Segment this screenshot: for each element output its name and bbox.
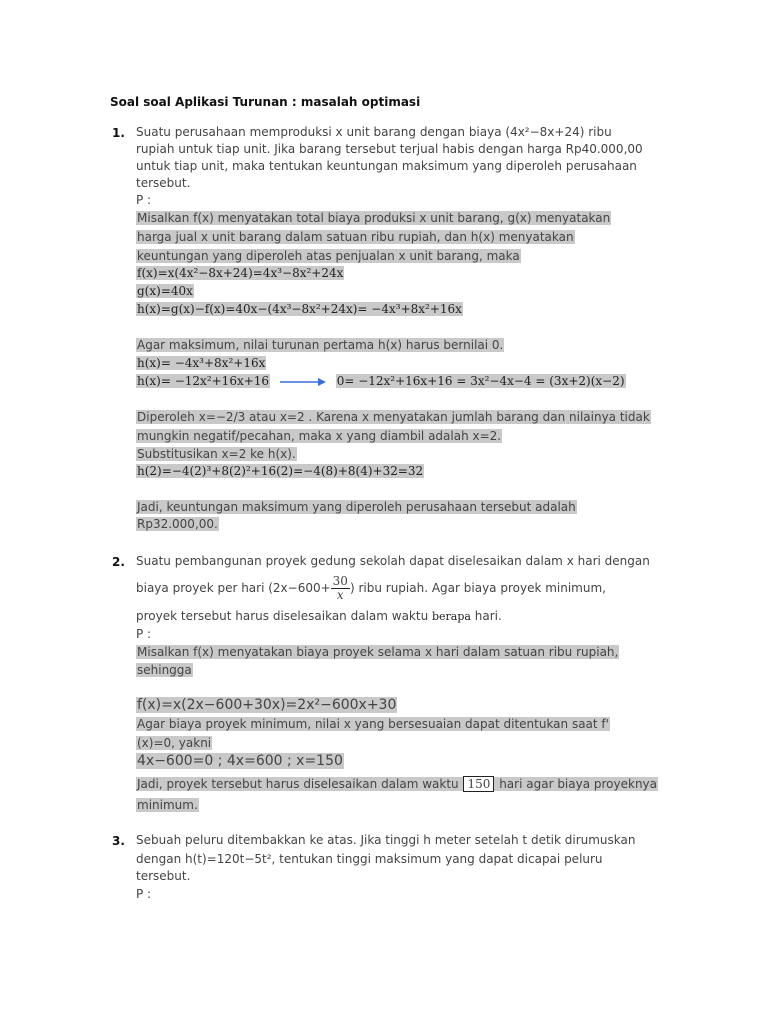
q2-conclusion-segment: hari agar biaya proyeknya: [495, 777, 658, 791]
q1-equation: g(x)=40x: [137, 284, 193, 298]
fraction: [331, 575, 350, 602]
q1-solution-line: keuntungan yang diperoleh atas penjualan x unit barang, maka: [137, 249, 520, 263]
q3-text-line: tersebut.: [136, 869, 191, 883]
q3-p-label: P :: [136, 887, 152, 901]
q3-number: 3.: [112, 834, 125, 848]
q2-solution-line: Misalkan f(x) menyatakan biaya proyek selama x hari dalam satuan ribu rupiah,: [137, 645, 619, 659]
fraction-denominator: x: [336, 588, 344, 602]
q3-text-line: Sebuah peluru ditembakkan ke atas. Jika tinggi h meter setelah t detik dirumuskan: [136, 833, 636, 847]
q2-solution-line: sehingga: [137, 663, 192, 677]
q2-text-segment: biaya proyek per hari (2x−600+: [136, 581, 331, 595]
q2-equation: f(x)=x(2x−600+30x)=2x²−600x+30: [137, 697, 397, 713]
q1-equation: 0= −12x²+16x+16 = 3x²−4x−4 = (3x+2)(x−2): [336, 374, 625, 388]
document-title: Soal soal Aplikasi Turunan : masalah optimasi: [110, 95, 421, 109]
q1-equation: h(x)= −12x²+16x+16: [137, 374, 270, 388]
arrow-right-icon: [280, 378, 326, 386]
q1-max-text: Agar maksimum, nilai turunan pertama h(x) harus bernilai 0.: [137, 338, 504, 352]
q1-solution-line: Misalkan f(x) menyatakan total biaya produksi x unit barang, g(x) menyatakan: [137, 211, 611, 225]
q2-conclusion-line: minimum.: [137, 798, 198, 812]
q3-text-line: dengan h(t)=120t−5t², tentukan tinggi maksimum yang dapat dicapai peluru: [136, 852, 603, 866]
q2-text-line: Suatu pembangunan proyek gedung sekolah dapat diselesaikan dalam x hari dengan: [136, 554, 650, 568]
q1-equation: h(x)=g(x)−f(x)=40x−(4x³−8x²+24x)= −4x³+8x²+16x: [137, 302, 462, 316]
q1-result-line: Diperoleh x=−2/3 atau x=2 . Karena x menyatakan jumlah barang dan nilainya tidak: [137, 410, 650, 424]
q1-text-line: rupiah untuk tiap unit. Jika barang tersebut terjual habis dengan harga Rp40.000,00: [136, 142, 643, 156]
q1-p-label: P :: [136, 193, 152, 207]
q1-conclusion-line: Jadi, keuntungan maksimum yang diperoleh perusahaan tersebut adalah: [137, 500, 576, 514]
q2-equation: 4x−600=0 ; 4x=600 ; x=150: [137, 753, 343, 769]
fraction-numerator: 30: [332, 574, 348, 588]
answer-box: 150: [463, 776, 494, 792]
q2-p-label: P :: [136, 627, 152, 641]
q2-number: 2.: [112, 555, 125, 569]
q2-min-text: Agar biaya proyek minimum, nilai x yang bersesuaian dapat ditentukan saat f': [137, 717, 609, 731]
q1-equation: h(x)= −4x³+8x²+16x: [137, 356, 266, 370]
q2-text-segment: berapa: [432, 610, 471, 623]
q1-result-line: mungkin negatif/pecahan, maka x yang diambil adalah x=2.: [137, 429, 502, 443]
q2-conclusion-segment: Jadi, proyek tersebut harus diselesaikan dalam waktu: [137, 777, 463, 791]
q1-result-line: Substitusikan x=2 ke h(x).: [137, 447, 296, 461]
q1-text-line: Suatu perusahaan memproduksi x unit barang dengan biaya (4x²−8x+24) ribu: [136, 125, 612, 139]
q2-text-segment: ) ribu rupiah. Agar biaya proyek minimum,: [349, 581, 606, 595]
q1-text-line: tersebut.: [136, 176, 191, 190]
q1-equation: f(x)=x(4x²−8x+24)=4x³−8x²+24x: [137, 266, 344, 280]
q1-solution-line: harga jual x unit barang dalam satuan ribu rupiah, dan h(x) menyatakan: [137, 230, 574, 244]
q2-text-segment: proyek tersebut harus diselesaikan dalam waktu: [136, 609, 432, 623]
q1-text-line: untuk tiap unit, maka tentukan keuntungan maksimum yang diperoleh perusahaan: [136, 159, 637, 173]
q1-number: 1.: [112, 126, 125, 140]
q1-conclusion-line: Rp32.000,00.: [137, 517, 218, 531]
q2-min-text: (x)=0, yakni: [137, 736, 212, 750]
q2-text-segment: hari.: [470, 609, 502, 623]
q1-equation: h(2)=−4(2)³+8(2)²+16(2)=−4(8)+8(4)+32=32: [137, 464, 424, 478]
